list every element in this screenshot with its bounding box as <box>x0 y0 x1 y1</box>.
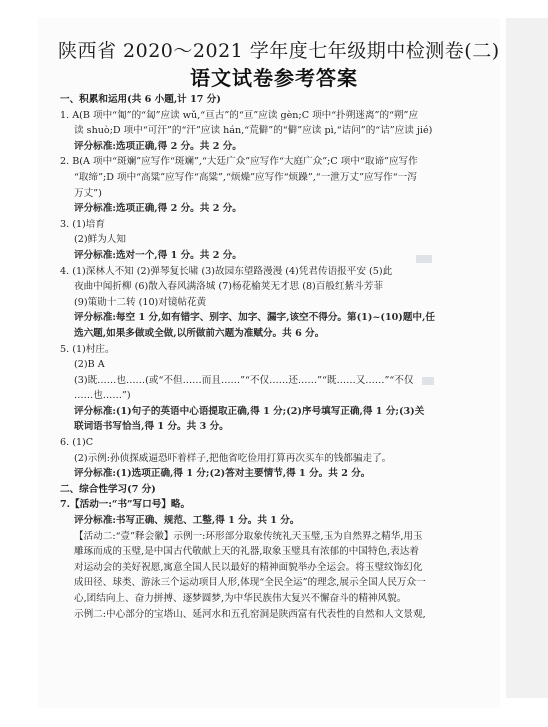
scan-mark <box>422 377 434 385</box>
text-line: 成田径、球类、游泳三个运动项目人形,体现“全民全运”的理念,展示全国人民万众一 <box>74 577 426 589</box>
text-line: 7.【活动一:“书”写口号】略。 <box>60 499 191 511</box>
text-line: (9)策勋十二转 (10)对镜帖花黄 <box>74 296 207 308</box>
text-line: 夜曲中闻折柳 (6)散入春风满洛城 (7)杨花榆荚无才思 (8)百般红紫斗芳菲 <box>74 281 383 293</box>
text-line: 联词语书写恰当,得 1 分。共 3 分。 <box>74 421 229 433</box>
text-line: 对运动会的美好祝愿,寓意全国人民以最好的精神面貌举办全运会。将玉璧纹饰幻化 <box>74 561 423 573</box>
text-line: 1. A(B 项中“匍”的“匐”应读 wǔ,“亘古”的“亘”应读 gèn;C 项中“扑朔迷离”的“朔”应 <box>60 109 419 121</box>
text-line: 心,团结向上、奋力拼搏、逐梦圆梦,为中华民族伟大复兴不懈奋斗的精神风貌。 <box>74 593 407 604</box>
text-line: 评分标准:书写正确、规范、工整,得 1 分。共 1 分。 <box>74 515 300 527</box>
text-line: 4. (1)深林人不知 (2)弹琴复长啸 (3)故园东望路漫漫 (4)凭君传语报平安 (5)此 <box>60 265 393 277</box>
text-line: 二、综合性学习(7 分) <box>60 483 156 495</box>
text-line: 示例二:中心部分的宝塔山、延河水和五孔窑洞是陕西富有代表性的自然和人文景观, <box>74 608 426 620</box>
text-line: 6. (1)C <box>60 437 94 449</box>
document-title: 陕西省 2020～2021 学年度七年级期中检测卷(二) <box>58 40 500 62</box>
answer-body <box>60 92 462 622</box>
text-line: 【活动二:“壹”释会徽】示例一:环形部分取象传统礼天玉璧,玉为自然界之精华,用玉 <box>74 530 423 542</box>
text-line: 评分标准:(1)选项正确,得 1 分;(2)答对主要情节,得 1 分。共 2 分。 <box>74 468 371 480</box>
scan-mark <box>416 255 432 263</box>
text-line: (2)鲜为人知 <box>74 234 126 246</box>
text-line: 评分标准:选项正确,得 2 分。共 2 分。 <box>74 140 242 152</box>
text-line: ……也……”) <box>74 390 131 402</box>
document-subtitle: 语文试卷参考答案 <box>190 66 358 90</box>
text-line: 一、积累和运用(共 6 小题,计 17 分) <box>60 94 221 105</box>
text-line: 万丈”) <box>74 187 102 199</box>
text-line: 雕琢而成的玉璧,是中国古代敬献上天的礼器,取象玉璧具有浓郁的中国特色,表达着 <box>74 546 419 558</box>
text-line: 2. B(A 项中“斑斓”应写作“斑斓”,“大廷广众”应写作“大庭广众”;C 项中“取谛”应写作 <box>60 156 418 168</box>
text-line: (2)B A <box>74 359 105 371</box>
text-line: 评分标准:每空 1 分,如有错字、别字、加字、漏字,该空不得分。第(1)~(10)题中,任 <box>74 312 435 324</box>
page-edge-shadow <box>506 18 548 698</box>
text-line: (2)示例:孙侦探威逼恐吓着样子,把他省吃俭用打算再次买车的钱都骗走了。 <box>74 452 392 464</box>
text-line: 评分标准:选对一个,得 1 分。共 2 分。 <box>74 249 242 261</box>
text-line: 5. (1)村庄。 <box>60 343 115 355</box>
text-line: 评分标准:(1)句子的英语中心语提取正确,得 1 分;(2)序号填写正确,得 1 分;(3)关 <box>74 405 425 417</box>
text-line: 评分标准:选项正确,得 2 分。共 2 分。 <box>74 203 242 215</box>
text-line: 选六题,如果多做或全做,以所做前六题为准赋分。共 6 分。 <box>74 327 325 339</box>
text-line: 读 shuò;D 项中“可汗”的“汗”应读 hán,“荒僻”的“僻”应读 pì,“诘问”的“诘”应读 jié) <box>74 125 433 137</box>
text-line: 3. (1)培育 <box>60 218 105 230</box>
text-line: (3)既……也……(或“不但……而且……”“不仅……还……”“既……又……”“不仅 <box>74 374 414 386</box>
text-line: “取缔”;D 项中“高粱”应写作“高粱”,“烦燥”应写作“烦躁”,“一泄万丈”应写作“一泻 <box>74 171 417 183</box>
